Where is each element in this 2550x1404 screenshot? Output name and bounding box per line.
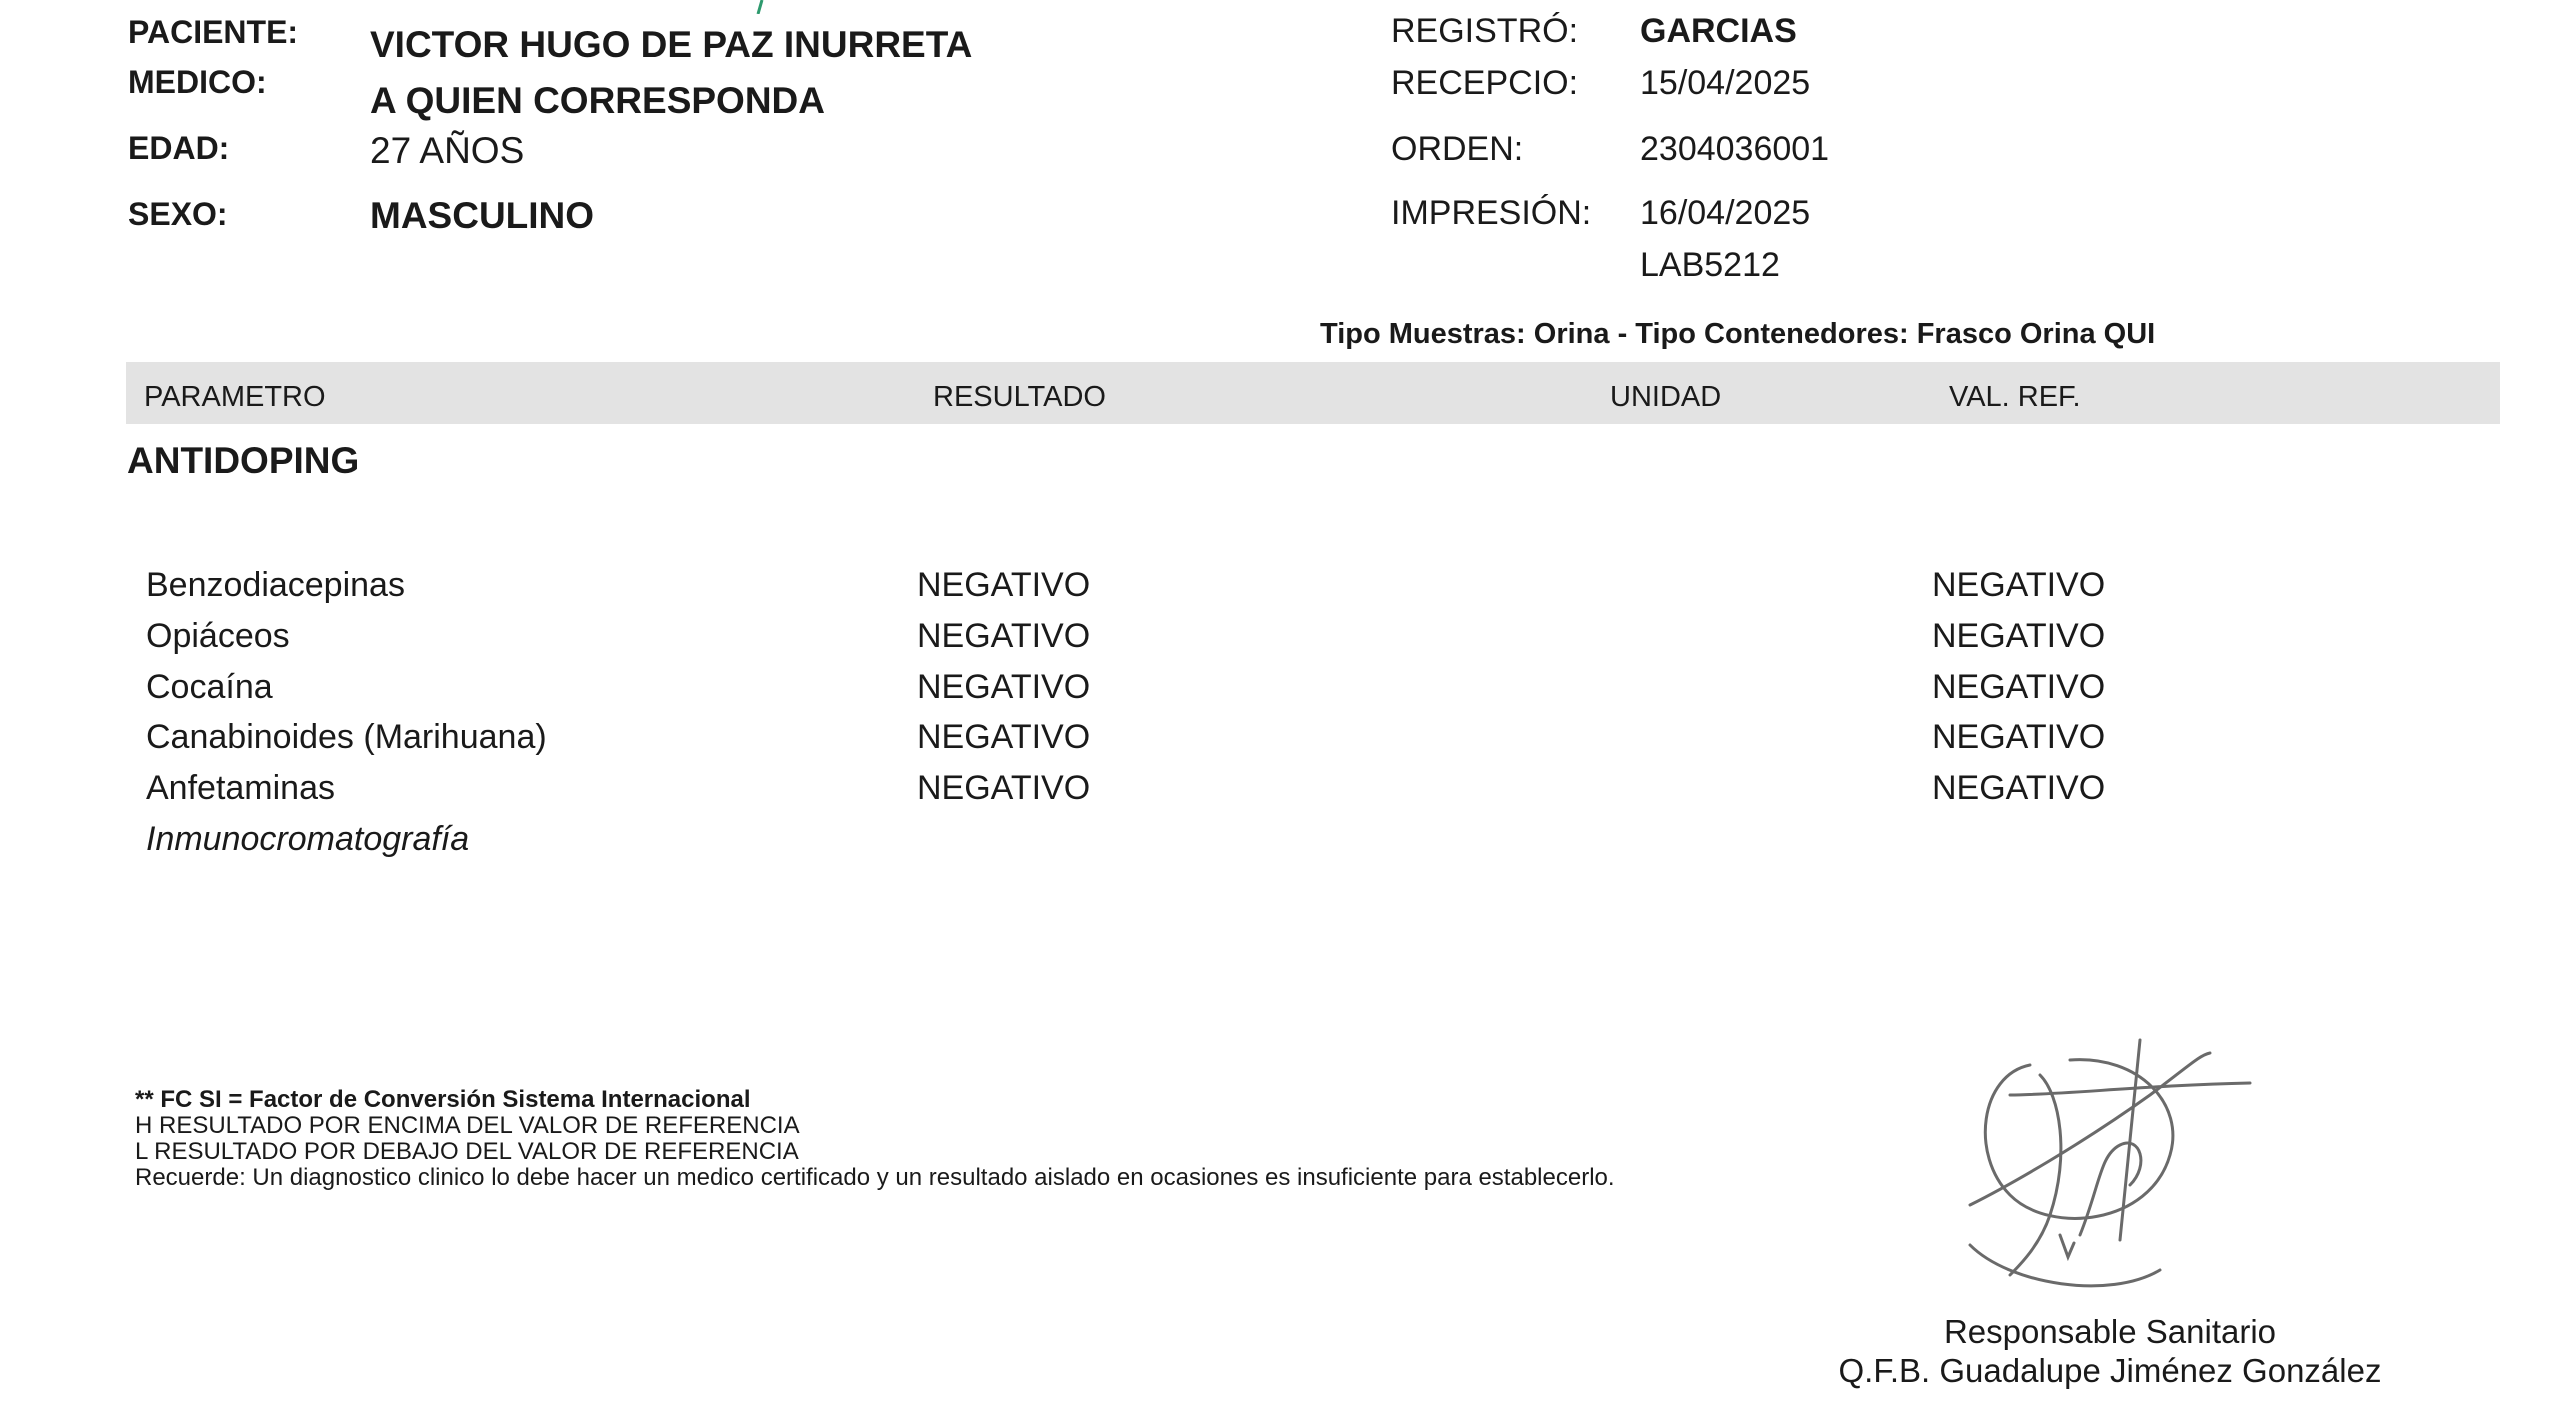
- orden-value: 2304036001: [1640, 130, 1830, 168]
- registro-value: GARCIAS: [1640, 12, 1797, 50]
- signature-role: Responsable Sanitario: [1943, 1313, 2277, 1350]
- footnote-fc-si: ** FC SI = Factor de Conversión Sistema Internacional: [135, 1086, 751, 1113]
- edad-label: EDAD:: [128, 130, 230, 166]
- row-parametro: Cocaína: [146, 668, 273, 706]
- sexo-label: SEXO:: [128, 196, 228, 232]
- header-parametro: PARAMETRO: [144, 381, 326, 413]
- registro-label: REGISTRÓ:: [1391, 12, 1579, 50]
- row-val-ref: NEGATIVO: [1932, 617, 2106, 655]
- medico-label: MEDICO:: [128, 64, 267, 100]
- footnote-h: H RESULTADO POR ENCIMA DEL VALOR DE REFERENCIA: [135, 1112, 800, 1139]
- row-val-ref: NEGATIVO: [1932, 769, 2106, 807]
- paciente-value: VICTOR HUGO DE PAZ INURRETA: [370, 24, 973, 65]
- impresion-label: IMPRESIÓN:: [1391, 194, 1592, 232]
- footnote-l: L RESULTADO POR DEBAJO DEL VALOR DE REFERENCIA: [135, 1138, 799, 1165]
- header-unidad: UNIDAD: [1610, 381, 1722, 413]
- row-val-ref: NEGATIVO: [1932, 566, 2106, 604]
- lab-code: LAB5212: [1640, 246, 1780, 284]
- recepcio-label: RECEPCIO:: [1391, 64, 1579, 102]
- lab-logo-fragment: [752, 0, 766, 14]
- recepcio-value: 15/04/2025: [1640, 64, 1811, 102]
- section-title: ANTIDOPING: [127, 440, 360, 481]
- row-resultado: NEGATIVO: [917, 617, 1091, 655]
- row-val-ref: NEGATIVO: [1932, 668, 2106, 706]
- row-resultado: NEGATIVO: [917, 566, 1091, 604]
- impresion-value: 16/04/2025: [1640, 194, 1811, 232]
- header-resultado: RESULTADO: [933, 381, 1106, 413]
- paciente-label: PACIENTE:: [128, 14, 299, 50]
- handwritten-signature: [1950, 1035, 2270, 1295]
- row-val-ref: NEGATIVO: [1932, 718, 2106, 756]
- row-resultado: NEGATIVO: [917, 769, 1091, 807]
- medico-value: A QUIEN CORRESPONDA: [370, 80, 826, 121]
- method-note: Inmunocromatografía: [146, 820, 470, 858]
- orden-label: ORDEN:: [1391, 130, 1524, 168]
- signature-name: Q.F.B. Guadalupe Jiménez González: [1838, 1352, 2382, 1389]
- row-parametro: Opiáceos: [146, 617, 290, 655]
- sexo-value: MASCULINO: [370, 195, 595, 236]
- header-val-ref: VAL. REF.: [1949, 381, 2081, 413]
- table-header-band: [126, 362, 2500, 424]
- edad-value: 27 AÑOS: [370, 130, 525, 171]
- row-parametro: Canabinoides (Marihuana): [146, 718, 547, 756]
- footnote-disclaimer: Recuerde: Un diagnostico clinico lo debe hacer un medico certificado y un resultado aislado en ocasiones es insuficiente para establecerlo.: [135, 1164, 1615, 1191]
- row-parametro: Benzodiacepinas: [146, 566, 405, 604]
- sample-info: Tipo Muestras: Orina - Tipo Contenedores: Frasco Orina QUI: [1320, 318, 2156, 350]
- row-resultado: NEGATIVO: [917, 718, 1091, 756]
- row-resultado: NEGATIVO: [917, 668, 1091, 706]
- row-parametro: Anfetaminas: [146, 769, 335, 807]
